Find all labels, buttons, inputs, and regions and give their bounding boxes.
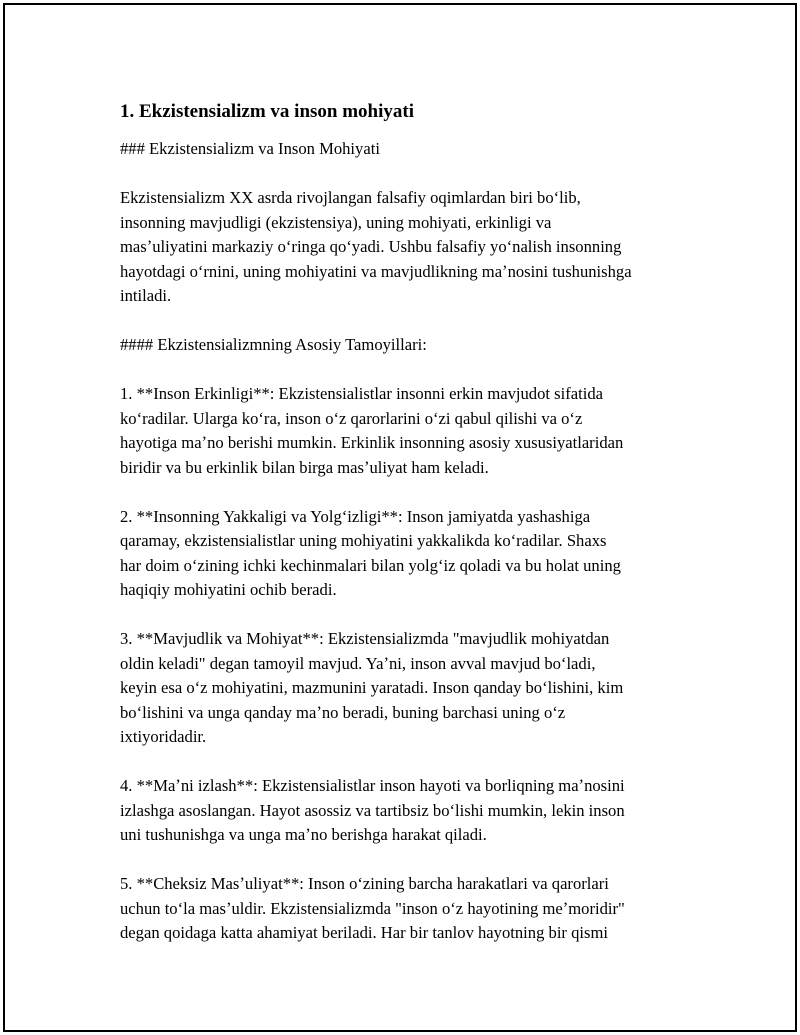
text-line: 4. **Maʼni izlash**: Ekzistensialistlar inson hayoti va borliqning maʼnosini [120, 776, 625, 795]
document-subtitle: ### Ekzistensializm va Inson Mohiyati [120, 139, 380, 158]
text-line: ixtiyoridadir. [120, 727, 207, 746]
text-line: izlashga asoslangan. Hayot asossiz va tartibsiz boʻlishi mumkin, lekin inson [120, 800, 625, 820]
text-line: uni tushunishga va unga maʼno berishga harakat qiladi. [120, 825, 487, 844]
text-line: haqiqiy mohiyatini ochib beradi. [120, 580, 337, 599]
text-line: 3. **Mavjudlik va Mohiyat**: Ekzistensializmda "mavjudlik mohiyatdan [120, 629, 610, 648]
principle-paragraph [120, 872, 695, 946]
text-line: koʻradilar. Ularga koʻra, inson oʻz qarorlarini oʻzi qabul qilishi va oʻz [120, 408, 583, 428]
text-line: 1. **Inson Erkinligi**: Ekzistensialistlar insonni erkin mavjudot sifatida [120, 384, 603, 403]
text-line: biridir va bu erkinlik bilan birga masʼuliyat ham keladi. [120, 457, 489, 477]
text-line: uchun toʻla masʼuldir. Ekzistensializmda "inson oʻz hayotining meʼmoridir" [120, 898, 625, 918]
principles-heading: #### Ekzistensializmning Asosiy Tamoyillari: [120, 335, 427, 354]
text-line: keyin esa oʻz mohiyatini, mazmunini yaratadi. Inson qanday boʻlishini, kim [120, 678, 624, 697]
text-line: hayotdagi oʻrnini, uning mohiyatini va mavjudlikning maʼnosini tushunishga [120, 261, 632, 281]
principle-paragraph [120, 505, 695, 603]
document-page [3, 3, 797, 1032]
text-line: oldin keladi" degan tamoyil mavjud. Yaʼni, inson avval mavjud boʻladi, [120, 653, 596, 673]
principle-paragraph [120, 382, 695, 480]
text-line: qaramay, ekzistensialistlar uning mohiyatini yakkalikda koʻradilar. Shaxs [120, 531, 607, 550]
principle-paragraph [120, 774, 695, 848]
text-line: degan qoidaga katta ahamiyat beriladi. Har bir tanlov hayotning bir qismi [120, 923, 608, 942]
text-line: 2. **Insonning Yakkaligi va Yolgʻizligi**: Inson jamiyatda yashashiga [120, 506, 591, 526]
text-line: 5. **Cheksiz Masʼuliyat**: Inson oʻzining barcha harakatlari va qarorlari [120, 874, 609, 893]
principle-paragraph [120, 627, 695, 750]
text-line: boʻlishini va unga qanday maʼno beradi, buning barchasi uning oʻz [120, 702, 566, 722]
text-line: hayotiga maʼno berishi mumkin. Erkinlik insonning asosiy xususiyatlaridan [120, 433, 624, 452]
document-content [120, 99, 695, 946]
intro-paragraph [120, 186, 695, 309]
text-line: masʼuliyatini markaziy oʻringa qoʻyadi. Ushbu falsafiy yoʻnalish insonning [120, 237, 622, 256]
document-title: 1. Ekzistensializm va inson mohiyati [120, 101, 414, 122]
text-line: intiladi. [120, 286, 172, 305]
text-line: insonning mavjudligi (ekzistensiya), uning mohiyati, erkinligi va [120, 212, 552, 232]
text-line: Ekzistensializm XX asrda rivojlangan falsafiy oqimlardan biri boʻlib, [120, 188, 581, 207]
text-line: har doim oʻzining ichki kechinmalari bilan yolgʻiz qoladi va bu holat uning [120, 555, 621, 575]
